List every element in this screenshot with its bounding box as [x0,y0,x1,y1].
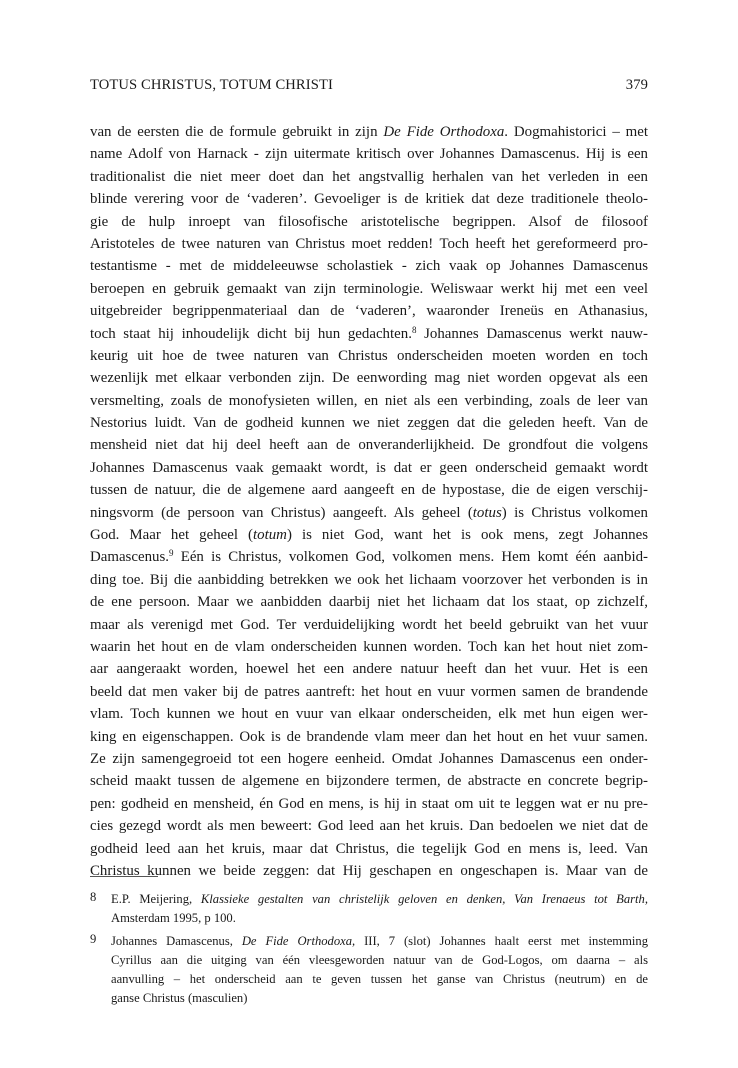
footnote-ref-9[interactable]: 9 [168,548,174,559]
text-line: ningsvorm (de persoon van Christus) aangeeft. Als geheel (totus) is Christus volkomen [90,504,648,521]
page-number: 379 [625,77,648,93]
text-line: waarin het hout en de vlam onderscheiden kunnen worden. Toch kan het hout niet zom- [90,638,648,655]
running-head-title: TOTUS CHRISTUS, TOTUM CHRISTI [90,77,333,93]
footnote-line: Johannes Damascenus, De Fide Orthodoxa, III, 7 (slot) Johannes haalt eerst met instemming [111,934,648,948]
footnote-separator [90,876,158,877]
text-line: cies gezegd wordt als men beweert: God leed aan het kruis. Dan bedoelen we niet dat de [90,818,648,835]
footnote-number: 8 [90,890,97,904]
text-line: van de eersten die de formule gebruikt in zijn De Fide Orthodoxa. Dogmahistorici – met [90,124,648,140]
text-line: maar als verenigd met God. Ter verduidelijking wordt het beeld gebruikt van het vuur [90,616,648,633]
text-line: testantisme - met de middeleeuwse scholastiek - zich vaak op Johannes Damascenus [90,258,648,275]
text-line: aar aangeraakt worden, hoewel het een andere natuur heeft dan het vuur. Het is een [90,661,648,678]
text-line: pen: godheid en mensheid, én God en mens, is hij in staat om uit te leggen wat er nu pre- [90,795,648,812]
text-line: beroepen en gebruik gemaakt van zijn terminologie. Weliswaar werkt hij met een veel [90,280,648,297]
running-head [90,77,648,97]
term-italic: totum [253,527,287,544]
text-line: versmelting, zoals de monofysieten willen, en niet als een verbinding, zoals de leer van [90,392,648,409]
text-line: de ene persoon. Maar we aanbidden daarbij niet het lichaam dat los staat, op zichzelf, [90,594,648,611]
body-paragraph [90,121,648,882]
text-line: Aristoteles de twee naturen van Christus moet redden! Toch heeft het gereformeerd pro- [90,235,648,252]
text-line: Christus kunnen we beide zeggen: dat Hij geschapen en ongeschapen is. Maar van de [90,862,648,879]
footnote-line: E.P. Meijering, Klassieke gestalten van christelijk geloven en denken, Van Irenaeus tot Barth, [111,892,648,906]
text-line: gie de hulp inroept van filosofische aristotelische begrippen. Alsof de filosoof [90,213,648,230]
text-line: mensheid niet dat hij deel heeft aan de onveranderlijkheid. De grondfout die volgens [90,437,648,454]
text-line: God. Maar het geheel (totum) is niet God, want het is ook mens, zegt Johannes [90,527,649,544]
text-line: beeld dat men vaker bij de patres aantreft: het hout en vuur vormen samen de brandende [90,683,648,700]
footnote-line: Amsterdam 1995, p 100. [111,911,236,925]
text-line: wezenlijk met elkaar verbonden zijn. De eenwording mag niet worden opgevat als een [90,370,648,387]
term-italic: totus [472,504,502,521]
book-title-italic: De Fide Orthodoxa [383,124,505,140]
footnote-line: Cyrillus aan die uitging van één vleesgeworden natuur van de God-Logos, om daarna – als [111,953,648,967]
text-line: uitgebreider begrippenmateriaal dan de ‘vaderen’, waaronder Ireneüs en Athanasius, [90,303,648,320]
text-line: keurig uit hoe de twee naturen van Christus onderscheiden moeten worden en toch [90,347,648,364]
footnote-number: 9 [90,932,97,946]
text-line: vlam. Toch kunnen we hout en vuur van elkaar onderscheiden, elk met hun eigen wer- [90,706,648,723]
text-line: traditionalist die niet meer doet dan het angstvallig herhalen van het verleden in een [90,168,648,185]
footnote-8 [90,890,648,928]
text-line: Johannes Damascenus vaak gemaakt wordt, is dat er geen onderscheid gemaakt wordt [90,459,648,476]
text-line: name Adolf von Harnack - zijn uitermate kritisch over Johannes Damascenus. Hij is een [90,146,648,163]
text-line: tussen de natuur, die de algemene aard aangeeft en de hypostase, die de eigen verschij- [90,482,648,499]
footnote-9 [90,932,648,1008]
text-line: Damascenus.$^9$ Eén is Christus, volkomen God, volkomen mens. Hem komt één aanbid- [90,548,648,566]
footnote-line: ganse Christus (masculien) [111,991,248,1005]
text-line: blinde verering voor de ‘vaderen’. Gevoeliger is de kritiek dat deze traditionele theolo- [90,191,648,208]
text-line: ding toe. Bij die aanbidding betrekken we ook het lichaam voorzover het verbonden is in [90,571,648,588]
text-line: Ze zijn samengegroeid tot een hogere eenheid. Omdat Johannes Damascenus een onder- [90,750,648,767]
text-line: Nestorius luidt. Van de godheid kunnen we niet zeggen dat die geleden heeft. Van de [90,415,648,432]
citation-title-italic: Klassieke gestalten van christelijk geloven en denken, Van Irenaeus tot Barth, [200,892,648,906]
text-line: king en eigenschappen. Ook is de brandende vlam meer dan het hout en het vuur samen. [90,728,648,745]
citation-title-italic: De Fide Orthodoxa, [241,934,356,948]
footnote-ref-8[interactable]: 8 [411,324,417,335]
text-line: toch staat hij inhoudelijk dicht bij hun gedachten.$^8$ Johannes Damascenus werkt nauw- [90,324,648,342]
text-line: godheid leed aan het kruis, maar dat Christus, die tegelijk God en mens is, leed. Van [90,840,648,857]
book-page [90,0,648,1068]
footnotes [90,890,648,1012]
text-line: scheid maakt tussen de algemene en bijzondere termen, de abstracte en concrete begrip- [90,773,648,790]
footnote-line: aanvulling – het onderscheid aan te geven tussen het ganse van Christus (neutrum) en de [111,972,648,986]
